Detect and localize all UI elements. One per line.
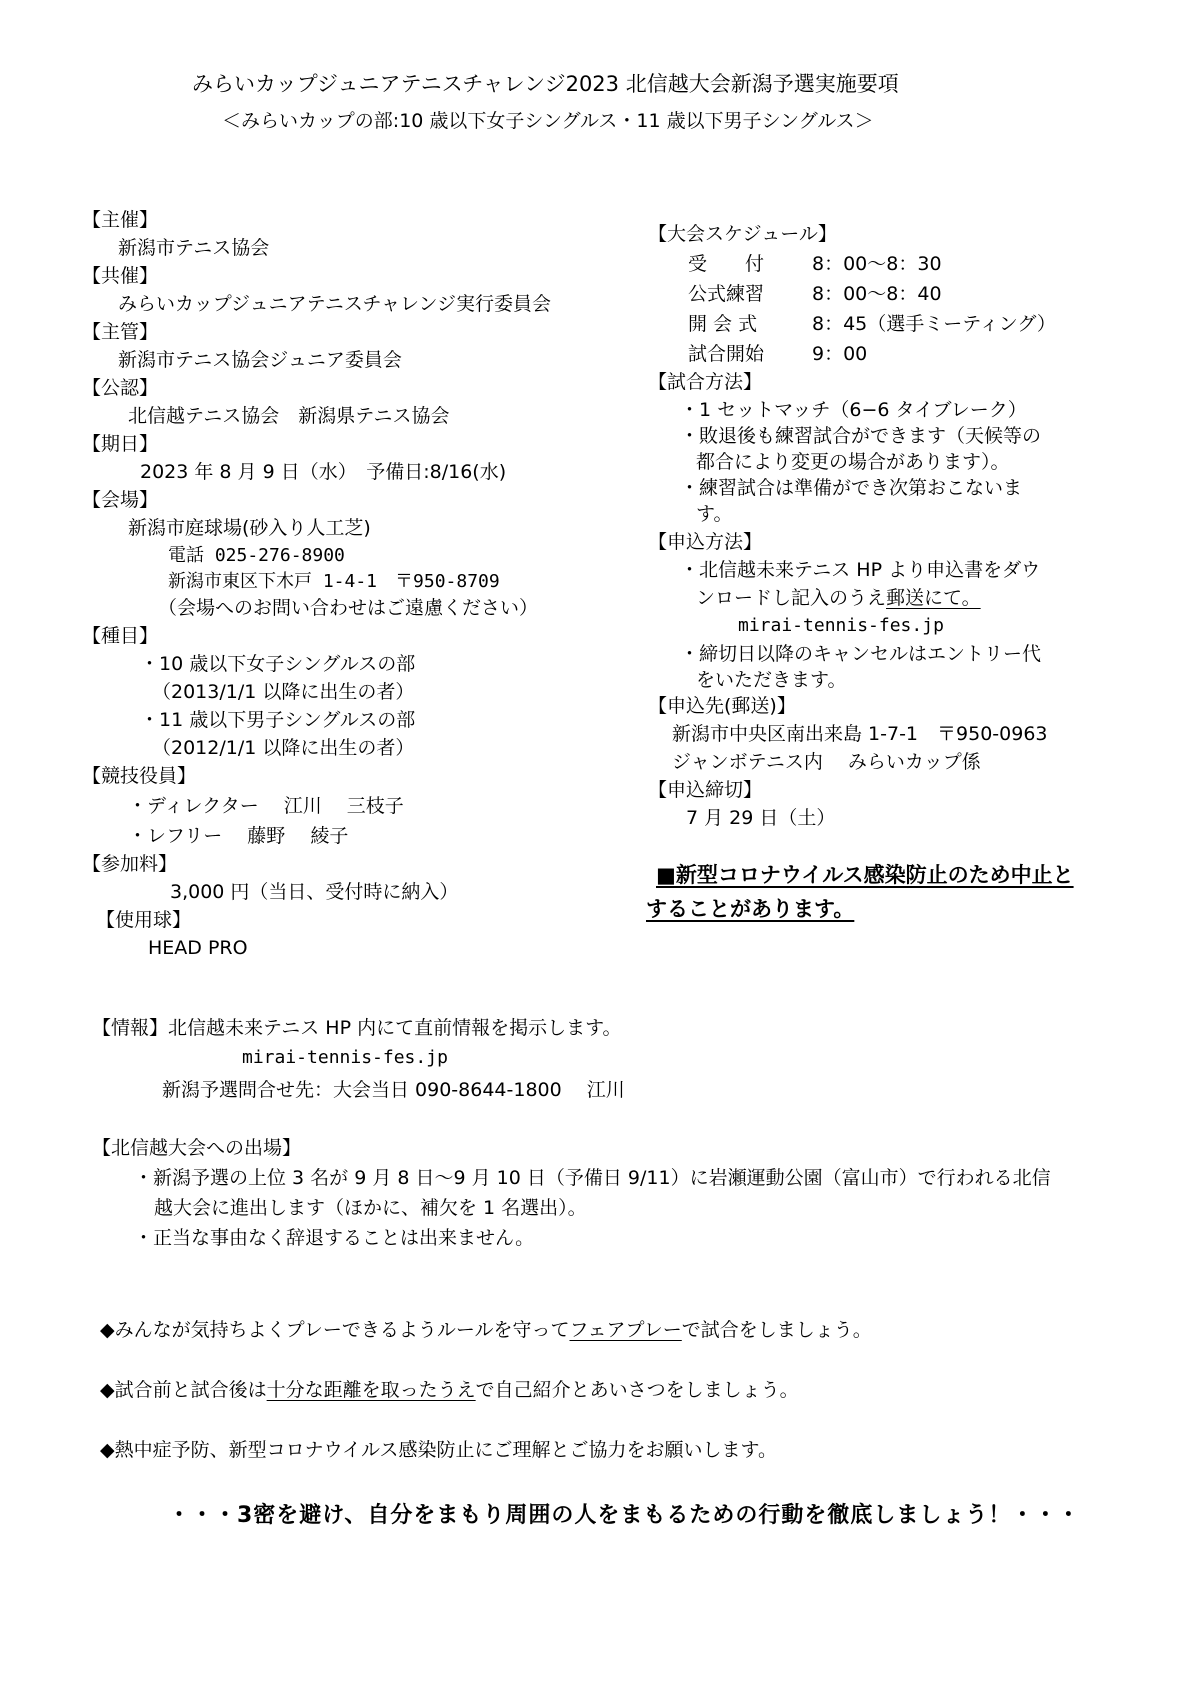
match-method-2a: ・敗退後も練習試合ができます（天候等の	[680, 425, 1042, 447]
officials-label: 【競技役員】	[82, 765, 197, 787]
event-girls-10u-note: （2013/1/1 以降に出生の者）	[152, 681, 415, 703]
rule-fairplay-underline: フェアプレー	[569, 1319, 682, 1341]
schedule-item-label: 開 会 式	[688, 313, 758, 335]
cosponsor-label: 【共催】	[82, 265, 159, 287]
document-subtitle: ＜みらいカップの部:10 歳以下女子シングルス・11 歳以下男子シングルス＞	[222, 110, 874, 132]
manager: 新潟市テニス協会ジュニア委員会	[118, 349, 402, 371]
application-url: mirai-tennis-fes.jp	[738, 615, 944, 636]
match-method-2b: 都合により変更の場合があります）。	[696, 451, 1010, 473]
schedule-item-label: 公式練習	[688, 283, 765, 305]
ball-label: 【使用球】	[96, 909, 192, 931]
application-1b	[696, 584, 981, 612]
sanction-label: 【公認】	[82, 377, 159, 399]
organizer: 新潟市テニス協会	[118, 237, 270, 259]
schedule-item-time: 8：45（選手ミーティング）	[812, 313, 1056, 335]
destination-label: 【申込先(郵送)】	[648, 695, 796, 717]
organizer-label: 【主催】	[82, 209, 159, 231]
application-by-mail: 郵送にて。	[886, 587, 981, 609]
document-title: みらいカップジュニアテニスチャレンジ2023 北信越大会新潟予選実施要項	[192, 72, 899, 96]
rule-distance-text-end: で自己紹介とあいさつをしましょう。	[475, 1379, 799, 1401]
hokushinetsu-label: 【北信越大会への出場】	[92, 1137, 302, 1159]
hokushinetsu-line-3: ・正当な事由なく辞退することは出来ません。	[134, 1227, 535, 1249]
venue-note: （会場へのお問い合わせはご遠慮ください）	[158, 597, 539, 619]
deadline: 7 月 29 日（土）	[686, 807, 836, 829]
rule-fairplay-text-end: で試合をしましょう。	[681, 1319, 872, 1341]
rule-fairplay	[100, 1316, 872, 1344]
events-label: 【種目】	[82, 625, 159, 647]
schedule-item-time: 8：00～8：30	[812, 253, 942, 275]
info-line: 【情報】北信越未来テニス HP 内にて直前情報を掲示します。	[92, 1017, 622, 1039]
date-label: 【期日】	[82, 433, 159, 455]
rule-heatstroke: ◆熱中症予防、新型コロナウイルス感染防止にご理解とご協力をお願いします。	[100, 1439, 777, 1461]
manager-label: 【主管】	[82, 321, 159, 343]
schedule-item-label: 試合開始	[688, 343, 765, 365]
slogan: ・・・3密を避け、自分をまもり周囲の人をまもるための行動を徹底しましょう！・・・	[168, 1503, 1081, 1528]
application-1a: ・北信越未来テニス HP より申込書をダウ	[680, 559, 1041, 581]
info-url: mirai-tennis-fes.jp	[242, 1047, 448, 1068]
schedule-item-time: 9：00	[812, 343, 868, 365]
event-date: 2023 年 8 月 9 日（水） 予備日:8/16(水)	[140, 461, 507, 483]
rule-distance-underline: 十分な距離を取ったうえ	[266, 1379, 476, 1401]
destination-recipient: ジャンボテニス内 みらいカップ係	[672, 751, 981, 773]
destination-address: 新潟市中央区南出来島 1-7-1 〒950-0963	[672, 723, 1048, 745]
covid-notice-2: することがあります。	[646, 897, 855, 921]
event-boys-11u-note: （2012/1/1 以降に出生の者）	[152, 737, 415, 759]
rule-fairplay-text: ◆みんなが気持ちよくプレーできるようルールを守って	[100, 1319, 570, 1341]
application-2a: ・締切日以降のキャンセルはエントリー代	[680, 643, 1042, 665]
cosponsor: みらいカップジュニアテニスチャレンジ実行委員会	[118, 293, 552, 315]
application-2b: をいただきます。	[696, 669, 847, 691]
official-referee: ・レフリー 藤野 綾子	[128, 825, 349, 847]
covid-notice-1: ■新型コロナウイルス感染防止のため中止と	[656, 863, 1074, 887]
fee-label: 【参加料】	[82, 853, 178, 875]
rule-distance	[100, 1376, 799, 1404]
schedule-label: 【大会スケジュール】	[648, 223, 837, 245]
hokushinetsu-line-2: 越大会に進出します（ほかに、補欠を 1 名選出）。	[154, 1197, 587, 1219]
application-label: 【申込方法】	[648, 531, 763, 553]
venue-label: 【会場】	[82, 489, 159, 511]
venue-name: 新潟市庭球場(砂入り人工芝)	[128, 517, 371, 539]
ball: HEAD PRO	[148, 937, 248, 959]
schedule-item-time: 8：00～8：40	[812, 283, 942, 305]
application-1b-text: ンロードし記入のうえ	[696, 587, 887, 609]
info-contact: 新潟予選問合せ先：大会当日 090-8644-1800 江川	[162, 1079, 625, 1101]
rule-distance-text: ◆試合前と試合後は	[100, 1379, 267, 1401]
event-girls-10u: ・10 歳以下女子シングルスの部	[140, 653, 416, 675]
match-method-3b: す。	[696, 503, 733, 525]
schedule-item-label: 受 付	[688, 253, 765, 275]
deadline-label: 【申込締切】	[648, 779, 763, 801]
venue-address: 新潟市東区下木戸 1-4-1 〒950-8709	[168, 571, 500, 592]
match-method-1: ・1 セットマッチ（6−6 タイブレーク）	[680, 399, 1027, 421]
match-method-3a: ・練習試合は準備ができ次第おこないま	[680, 477, 1023, 499]
match-method-label: 【試合方法】	[648, 371, 763, 393]
hokushinetsu-line-1: ・新潟予選の上位 3 名が 9 月 8 日～9 月 10 日（予備日 9/11）に岩瀬運動公園（富山市）で行われる北信	[134, 1167, 1051, 1189]
event-boys-11u: ・11 歳以下男子シングルスの部	[140, 709, 416, 731]
official-director: ・ディレクター 江川 三枝子	[128, 795, 404, 817]
venue-tel: 電話 025-276-8900	[168, 545, 345, 566]
entry-fee: 3,000 円（当日、受付時に納入）	[170, 881, 459, 903]
sanction: 北信越テニス協会 新潟県テニス協会	[128, 405, 450, 427]
